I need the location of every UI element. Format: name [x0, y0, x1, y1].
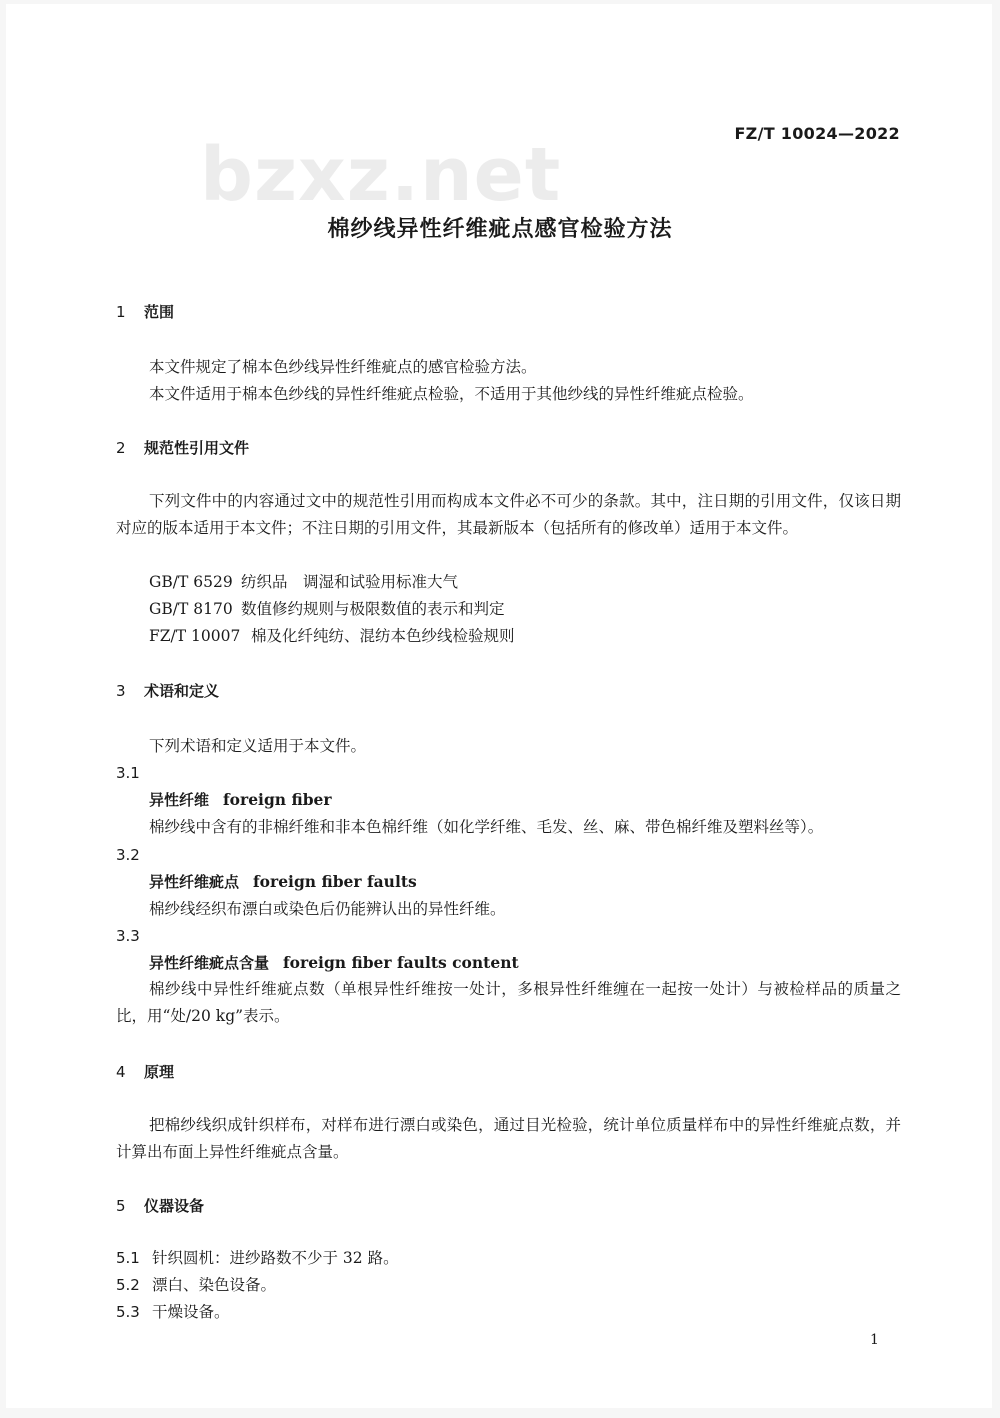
term-definition: 棉纱线中异性纤维疵点数（单根异性纤维按一处计，多根异性纤维缠在一起按一处计）与被检样品的质量之比，用“处/20 kg”表示。 [116, 980, 901, 1025]
term-definition: 棉纱线中含有的非棉纤维和非本色棉纤维（如化学纤维、毛发、丝、麻、带色棉纤维及塑料丝等）。 [149, 818, 824, 836]
section-title: 原理 [144, 1063, 175, 1081]
section-title: 规范性引用文件 [144, 439, 250, 457]
reference-title: 棉及化纤纯纺、混纺本色纱线检验规则 [251, 627, 515, 645]
section-number: 5 [116, 1197, 126, 1215]
reference-title: 数值修约规则与极限数值的表示和判定 [241, 600, 505, 618]
section-title: 仪器设备 [144, 1197, 205, 1215]
term-heading [149, 790, 332, 810]
equipment-item [116, 1248, 399, 1268]
term-number: 3.2 [116, 846, 140, 864]
reference-code: FZ/T 10007 [149, 627, 241, 645]
reference-title: 纺织品 调湿和试验用标准大气 [241, 573, 459, 591]
section-number: 2 [116, 439, 126, 457]
section-5-heading [116, 1196, 204, 1216]
page-number: 1 [870, 1332, 879, 1348]
equipment-number: 5.2 [116, 1276, 140, 1294]
equipment-text: 漂白、染色设备。 [152, 1276, 277, 1294]
reference-code: GB/T 6529 [149, 573, 233, 591]
equipment-text: 干燥设备。 [152, 1303, 230, 1321]
equipment-item [116, 1302, 230, 1322]
term-number: 3.1 [116, 764, 140, 782]
section-number: 3 [116, 682, 126, 700]
equipment-item [116, 1275, 276, 1295]
section-3-heading [116, 681, 219, 701]
section-1-heading [116, 302, 174, 322]
reference-item [149, 626, 515, 646]
term-english: foreign fiber [223, 790, 332, 809]
term-chinese: 异性纤维疵点 [149, 873, 240, 891]
term-number: 3.3 [116, 927, 140, 945]
section-title: 术语和定义 [144, 682, 220, 700]
watermark: bzxz.net [200, 132, 562, 218]
section-4-heading [116, 1062, 174, 1082]
term-chinese: 异性纤维疵点含量 [149, 954, 270, 972]
equipment-text: 针织圆机：进纱路数不少于 32 路。 [152, 1249, 399, 1267]
reference-item [149, 599, 505, 619]
standard-code: FZ/T 10024—2022 [734, 124, 900, 143]
section-1-paragraph-1: 本文件规定了棉本色纱线异性纤维疵点的感官检验方法。 [149, 358, 537, 376]
section-1-paragraph-2: 本文件适用于棉本色纱线的异性纤维疵点检验，不适用于其他纱线的异性纤维疵点检验。 [149, 385, 754, 403]
section-2-heading [116, 438, 249, 458]
reference-code: GB/T 8170 [149, 600, 233, 618]
equipment-number: 5.3 [116, 1303, 140, 1321]
term-chinese: 异性纤维 [149, 791, 210, 809]
term-heading [149, 953, 519, 973]
equipment-number: 5.1 [116, 1249, 140, 1267]
section-4-paragraph-1: 把棉纱线织成针织样布，对样布进行漂白或染色，通过目光检验，统计单位质量样布中的异性纤维疵点数，并计算出布面上异性纤维疵点含量。 [116, 1116, 901, 1161]
reference-item [149, 572, 458, 592]
section-2-paragraph-1: 下列文件中的内容通过文中的规范性引用而构成本文件必不可少的条款。其中，注日期的引用文件，仅该日期对应的版本适用于本文件；不注日期的引用文件，其最新版本（包括所有的修改单）适用于本文件。 [116, 492, 901, 537]
section-3-paragraph-1: 下列术语和定义适用于本文件。 [149, 737, 367, 755]
section-number: 1 [116, 303, 126, 321]
term-english: foreign fiber faults [253, 872, 417, 891]
document-title: 棉纱线异性纤维疵点感官检验方法 [327, 217, 673, 242]
section-number: 4 [116, 1063, 126, 1081]
term-english: foreign fiber faults content [283, 953, 519, 972]
term-definition: 棉纱线经织布漂白或染色后仍能辨认出的异性纤维。 [149, 900, 506, 918]
term-heading [149, 872, 417, 892]
section-title: 范围 [144, 303, 175, 321]
